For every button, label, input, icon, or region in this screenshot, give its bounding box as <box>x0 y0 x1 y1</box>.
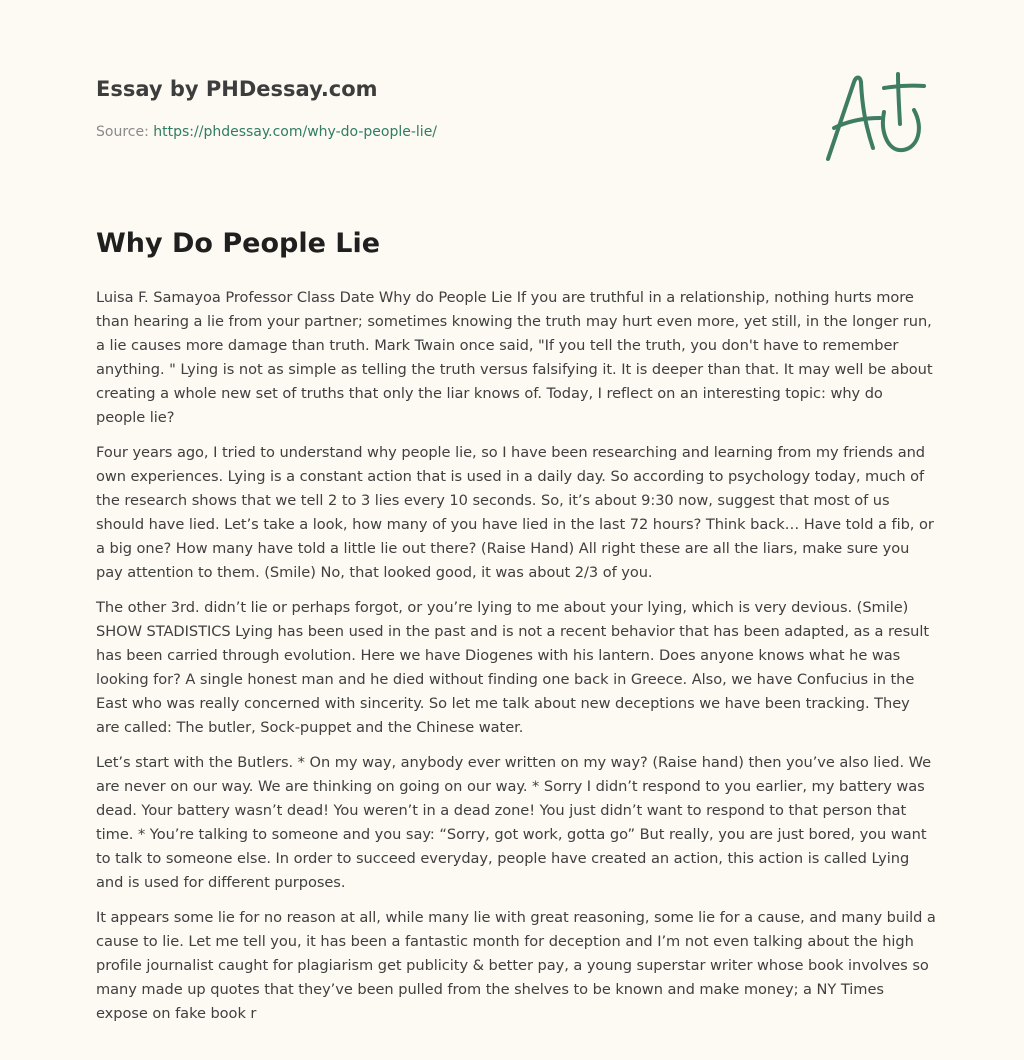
essay-title: Why Do People Lie <box>96 228 381 259</box>
essay-paragraph: It appears some lie for no reason at all, while many lie with great reasoning, some lie for a cause, and many build a cause to lie. Let me tell you, it has been a fantastic month for deception and I’m not even talking about the high profile journalist caught for plagiarism get publicity & better pay, a young superstar writer whose book involves so many made up quotes that they’ve been pulled from the shelves to be known and make money; a NY Times expose on fake book r <box>96 909 936 1022</box>
essay-header <box>96 74 796 142</box>
essay-body <box>96 286 936 1037</box>
a-plus-logo-icon <box>818 66 930 166</box>
source-label: Source: <box>96 124 149 140</box>
essay-paragraph: Four years ago, I tried to understand why people lie, so I have been researching and learning from my friends and own experiences. Lying is a constant action that is used in a daily day. So according to psychology today, much of the research shows that we tell 2 to 3 lies every 10 seconds. So, it’s about 9:30 now, suggest that most of us should have lied. Let’s take a look, how many of you have lied in the last 72 hours? Think back… Have told a fib, or a big one? How many have told a little lie out there? (Raise Hand) All right these are all the liars, make sure you pay attention to them. (Smile) No, that looked good, it was about 2/3 of you. <box>96 444 934 581</box>
essay-paragraph: The other 3rd. didn’t lie or perhaps forgot, or you’re lying to me about your lying, which is very devious. (Smile) SHOW STADISTICS Lying has been used in the past and is not a recent behavior that has been adapted, as a result has been carried through evolution. Here we have Diogenes with his lantern. Does anyone knows what he was looking for? A single honest man and he died without finding one back in Greece. Also, we have Confucius in the East who was really concerned with sincerity. So let me talk about new deceptions we have been tracking. They are called: The butler, Sock-puppet and the Chinese water. <box>96 599 930 736</box>
source-line <box>96 122 796 142</box>
brand-title: Essay by PHDessay.com <box>96 77 378 101</box>
source-link[interactable]: https://phdessay.com/why-do-people-lie/ <box>153 124 438 140</box>
essay-paragraph: Luisa F. Samayoa Professor Class Date Why do People Lie If you are truthful in a relationship, nothing hurts more than hearing a lie from your partner; sometimes knowing the truth may hurt even more, yet still, in the longer run, a lie causes more damage than truth. Mark Twain once said, "If you tell the truth, you don't have to remember anything. " Lying is not as simple as telling the truth versus falsifying it. It is deeper than that. It may well be about creating a whole new set of truths that only the liar knows of. Today, I reflect on an interesting topic: why do people lie? <box>96 289 933 426</box>
essay-paragraph: Let’s start with the Butlers. * On my way, anybody ever written on my way? (Raise hand) then you’ve also lied. We are never on our way. We are thinking on going on our way. * Sorry I didn’t respond to you earlier, my battery was dead. Your battery wasn’t dead! You weren’t in a dead zone! You just didn’t want to respond to that person that time. * You’re talking to someone and you say: “Sorry, got work, gotta go” But really, you are just bored, you want to talk to someone else. In order to succeed everyday, people have created an action, this action is called Lying and is used for different purposes. <box>96 754 932 891</box>
